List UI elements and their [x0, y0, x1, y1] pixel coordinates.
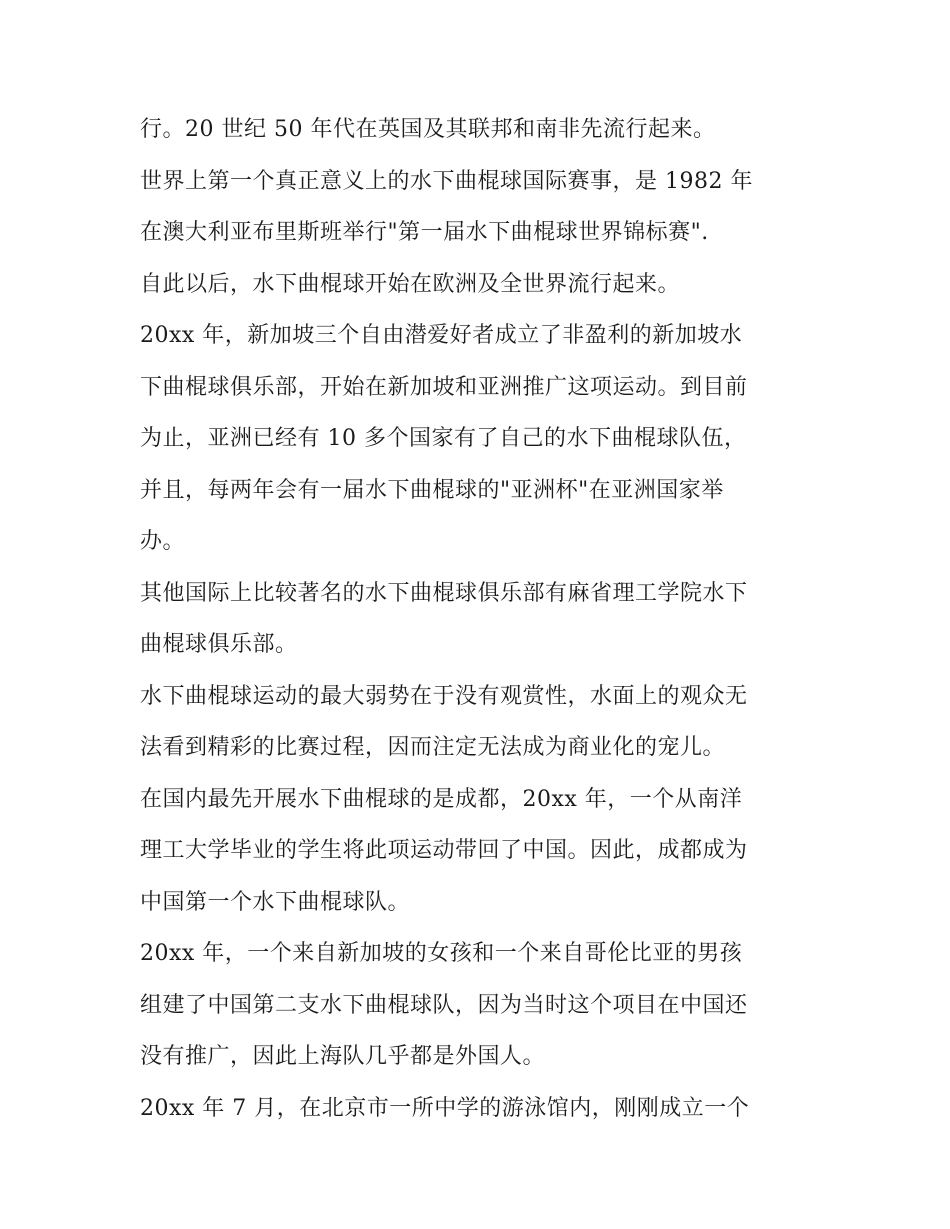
text-line: 理工大学毕业的学生将此项运动带回了中国。因此，成都成为 [140, 838, 748, 863]
text-line: 为止，亚洲已经有 10 多个国家有了自己的水下曲棍球队伍， [140, 426, 747, 451]
body-text [140, 104, 820, 1134]
text-line: 法看到精彩的比赛过程，因而注定无法成为商业化的宠儿。 [140, 735, 726, 760]
text-line: 世界上第一个真正意义上的水下曲棍球国际赛事，是 1982 年 [140, 168, 753, 194]
text-line: 20xx 年，新加坡三个自由潜爱好者成立了非盈利的新加坡水 [140, 323, 743, 348]
text-line: 曲棍球俱乐部。 [140, 632, 298, 657]
text-line: 下曲棍球俱乐部，开始在新加坡和亚洲推广这项运动。到目前 [140, 374, 748, 400]
text-line: 没有推广，因此上海队几乎都是外国人。 [140, 1044, 546, 1069]
text-line: 中国第一个水下曲棍球队。 [140, 889, 411, 915]
text-line: 行。20 世纪 50 年代在英国及其联邦和南非先流行起来。 [140, 117, 716, 142]
text-line: 在国内最先开展水下曲棍球的是成都，20xx 年，一个从南洋 [140, 786, 743, 812]
text-line: 自此以后，水下曲棍球开始在欧洲及全世界流行起来。 [140, 271, 681, 297]
text-line: 20xx 年，一个来自新加坡的女孩和一个来自哥伦比亚的男孩 [140, 941, 743, 966]
text-line: 其他国际上比较著名的水下曲棍球俱乐部有麻省理工学院水下 [140, 580, 748, 606]
text-line: 20xx 年 7 月，在北京市一所中学的游泳馆内，刚刚成立一个 [140, 1095, 750, 1121]
text-line: 在澳大利亚布里斯班举行"第一届水下曲棍球世界锦标赛". [140, 220, 709, 245]
text-line: 并且，每两年会有一届水下曲棍球的"亚洲杯"在亚洲国家举 [140, 477, 724, 503]
text-line: 水下曲棍球运动的最大弱势在于没有观赏性，水面上的观众无 [140, 683, 748, 709]
text-line: 办。 [140, 529, 186, 554]
text-line: 组建了中国第二支水下曲棍球队，因为当时这个项目在中国还 [140, 992, 748, 1018]
